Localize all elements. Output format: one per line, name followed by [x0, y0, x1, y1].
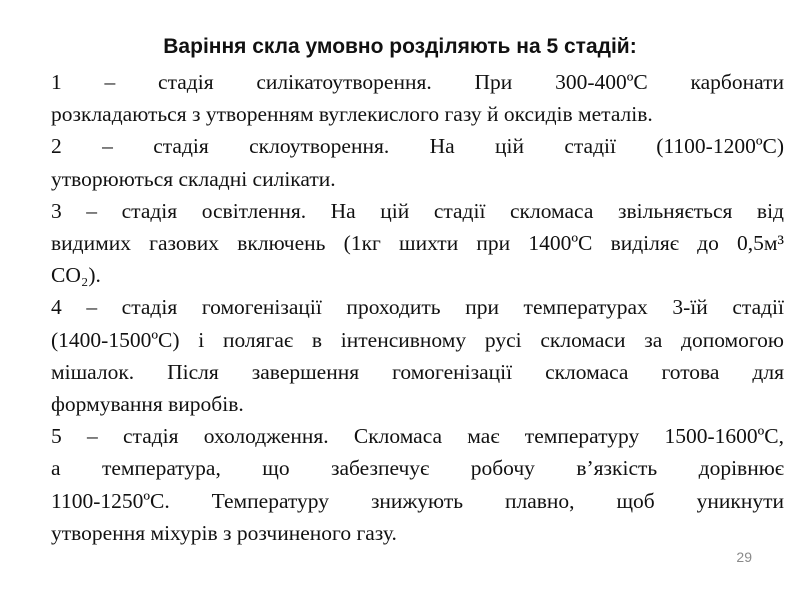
paragraph-line: видимих газових включень (1кг шихти при 1400ºС виділяє до 0,5м³ [51, 231, 784, 256]
paragraph-stage-4 [8, 291, 784, 420]
paragraph-line: 5 – стадія охолодження. Скломаса має температуру 1500-1600ºС, [51, 424, 784, 449]
paragraph-line: (1400-1500ºС) і полягає в інтенсивному русі скломаси за допомогою [51, 327, 784, 352]
paragraph-line: 3 – стадія освітлення. На цій стадії скломаса звільняється від [51, 198, 784, 223]
paragraph-line: СО₂). [51, 263, 101, 288]
page-number: 29 [736, 549, 752, 565]
paragraph-line: 2 – стадія склоутворення. На цій стадії (1100-1200ºС) [51, 134, 784, 159]
paragraph-line: розкладаються з утворенням вуглекислого газу й оксидів металів. [51, 102, 653, 127]
paragraph-line: мішалок. Після завершення гомогенізації скломаса готова для [51, 359, 784, 384]
paragraph-line: 4 – стадія гомогенізації проходить при температурах 3-їй стадії [51, 295, 784, 320]
slide-title: Варіння скла умовно розділяють на 5 стадій: [163, 35, 637, 58]
paragraph-line: а температура, що забезпечує робочу в’язкість дорівнює [51, 456, 784, 481]
paragraph-stage-1 [8, 66, 784, 130]
paragraph-stage-5 [8, 420, 784, 549]
paragraph-line: формування виробів. [51, 392, 244, 417]
paragraph-stage-3 [8, 195, 784, 292]
paragraph-stage-2 [8, 130, 784, 194]
paragraph-line: 1100-1250ºС. Температуру знижують плавно, щоб уникнути [51, 488, 784, 513]
slide-body [8, 66, 784, 549]
paragraph-line: 1 – стадія силікатоутворення. При 300-400ºС карбонати [51, 70, 784, 94]
paragraph-line: утворення міхурів з розчиненого газу. [51, 520, 397, 545]
paragraph-line: утворюються складні силікати. [51, 166, 336, 191]
